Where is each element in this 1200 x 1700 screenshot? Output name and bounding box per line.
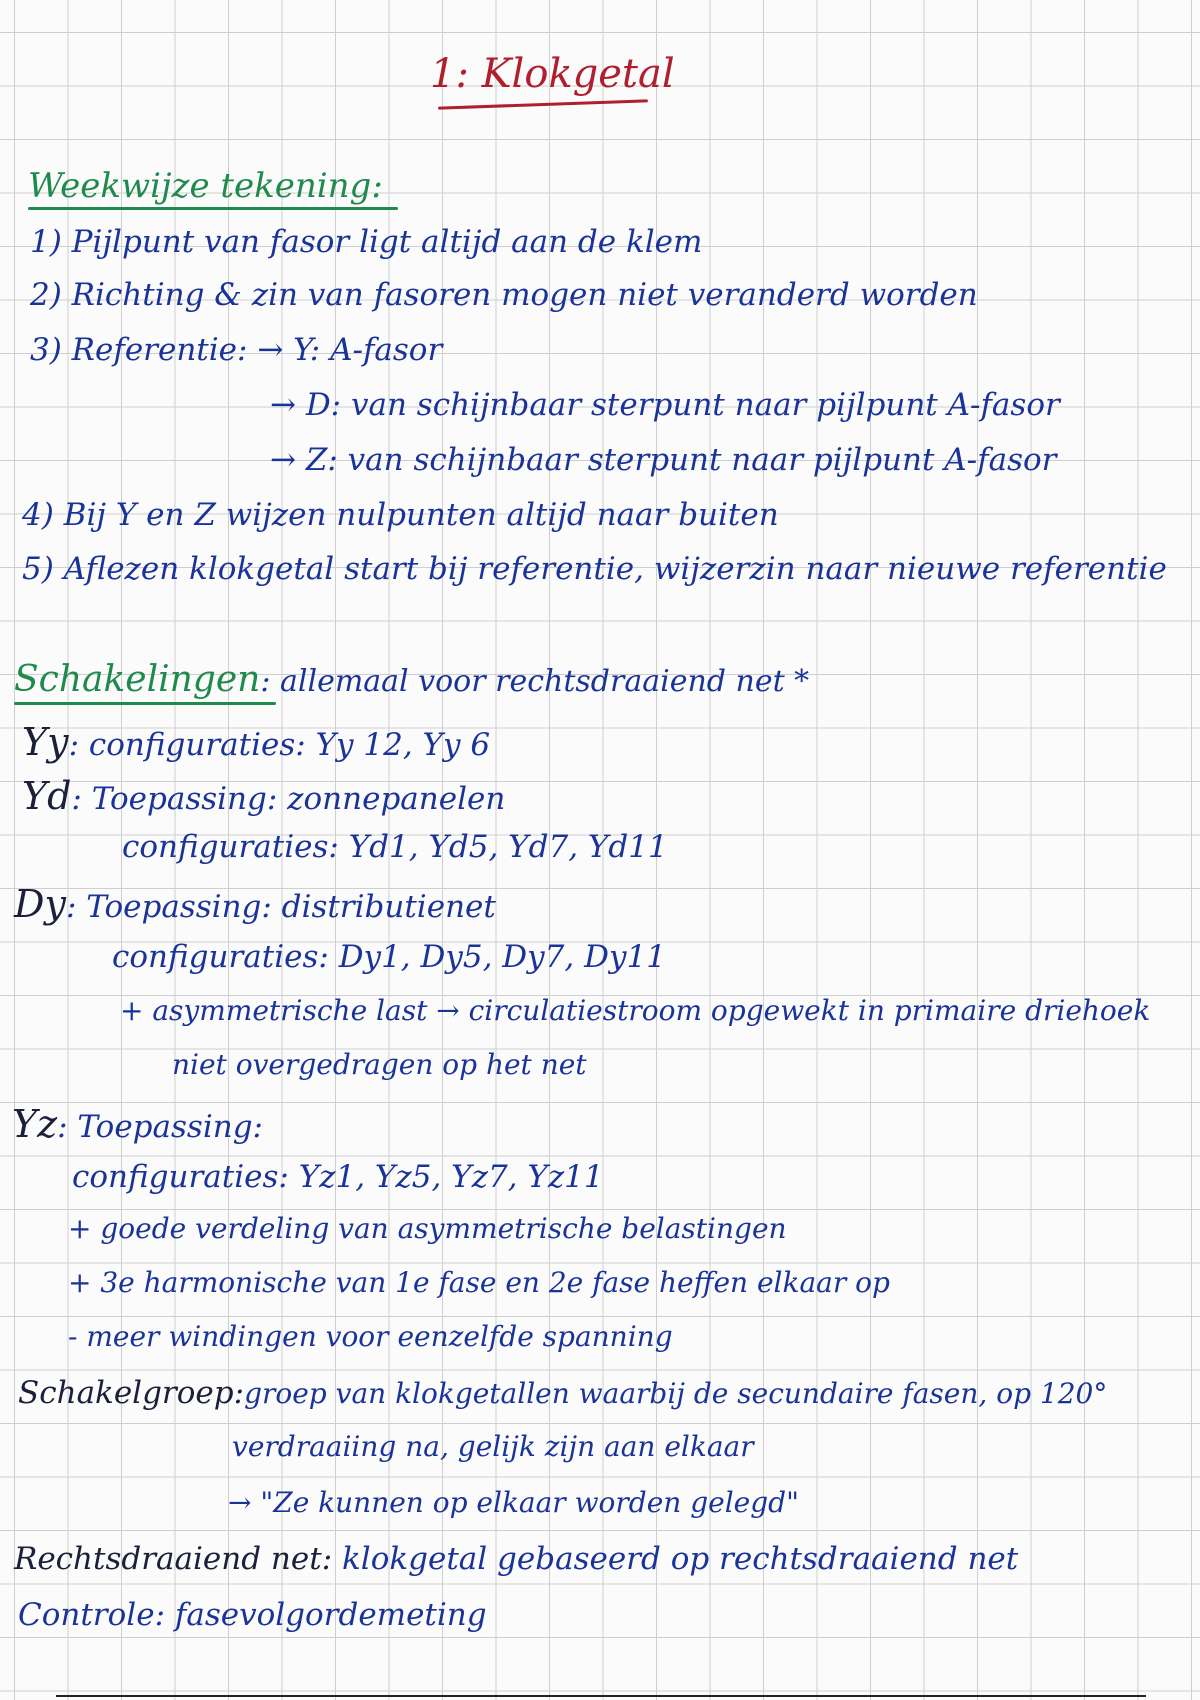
schakelgroep-row [18,1376,1107,1410]
rule-item-5: 5) Aflezen klokgetal start bij referentie, wijzerzin naar nieuwe referentie [22,551,1167,587]
yy-text: : configuraties: Yy 12, Yy 6 [68,727,491,763]
yd-text: : Toepassing: zonnepanelen [71,781,506,817]
rechtsdraaiend-text: klokgetal gebaseerd op rechtsdraaiend net [342,1541,1019,1577]
heading-underline-schakelingen [14,702,276,705]
rule-item-3: 3) Referentie: → Y: A-fasor [30,332,443,368]
rule-item-1: 1) Pijlpunt van fasor ligt altijd aan de klem [30,224,703,260]
rule-item-4: 4) Bij Y en Z wijzen nulpunten altijd naar buiten [22,497,779,533]
yz-text: : Toepassing: [57,1109,263,1145]
controle-row [18,1598,487,1632]
schakelgroep-text-3: → "Ze kunnen op elkaar worden gelegd" [228,1486,799,1519]
schakelgroep-text-2: verdraaiing na, gelijk zijn aan elkaar [232,1430,754,1463]
rule-item-2: 2) Richting & zin van fasoren mogen niet veranderd worden [30,277,978,313]
yz-plus-1: + goede verdeling van asymmetrische belastingen [68,1212,787,1245]
dy-plus-2: niet overgedragen op het net [172,1048,587,1081]
page-bottom-rule [56,1695,1146,1697]
page-title: 1: Klokgetal [430,51,675,97]
yz-config: configuraties: Yz1, Yz5, Yz7, Yz11 [72,1159,604,1195]
heading-underline-weekwijze [28,207,398,210]
schakelingen-note: : allemaal voor rechtsdraaiend net * [260,664,810,699]
dy-plus-1: + asymmetrische last → circulatiestroom opgewekt in primaire driehoek [120,994,1151,1027]
yz-label: Yz [12,1102,58,1146]
dy-label: Dy [14,882,66,926]
yd-config: configuraties: Yd1, Yd5, Yd7, Yd11 [122,829,668,865]
rechtsdraaiend-row [14,1542,1018,1576]
yz-row [12,1104,263,1146]
title-underline [438,99,648,109]
schakelgroep-label: Schakelgroep: [18,1375,245,1411]
schakelgroep-text-1: groep van klokgetallen waarbij de secundaire fasen, op 120° [244,1377,1108,1410]
rule-item-3-d: → D: van schijnbaar sterpunt naar pijlpunt A-fasor [270,387,1060,423]
dy-row [14,884,496,926]
yz-minus: - meer windingen voor eenzelfde spanning [68,1320,673,1353]
yz-plus-2: + 3e harmonische van 1e fase en 2e fase heffen elkaar op [68,1266,890,1299]
dy-config: configuraties: Dy1, Dy5, Dy7, Dy11 [112,939,666,975]
dy-text: : Toepassing: distributienet [65,889,496,925]
controle-label: Controle [18,1597,155,1633]
rule-item-3-z: → Z: van schijnbaar sterpunt naar pijlpunt A-fasor [270,442,1057,478]
yy-label: Yy [22,720,69,764]
controle-text: : fasevolgordemeting [154,1597,487,1633]
section-heading-schakelingen: Schakelingen [14,659,261,700]
section-heading-schakelingen-row [14,660,809,700]
rechtsdraaiend-label: Rechtsdraaiend net: [14,1541,333,1577]
yd-row [22,776,505,818]
yd-label: Yd [22,774,72,818]
yy-row [22,722,490,764]
section-heading-weekwijze: Weekwijze tekening: [28,166,383,206]
